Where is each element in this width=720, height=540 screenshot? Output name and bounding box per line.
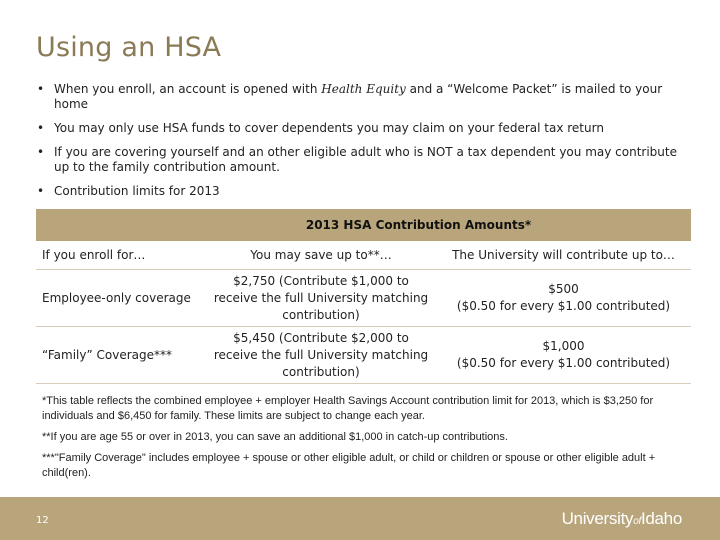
page-number: 12 <box>36 515 49 526</box>
column-header-save: You may save up to**… <box>206 241 436 270</box>
bullet-text-post: and a “Welcome Packet” is mailed to your home <box>54 82 663 111</box>
bullet-text: You may only use HSA funds to cover dependents you may claim on your federal tax return <box>54 121 604 135</box>
column-header-contribute: The University will contribute up to… <box>436 241 691 270</box>
coverage-type: “Family” Coverage*** <box>36 327 206 384</box>
contribution-amount: $500 <box>548 282 579 296</box>
bullet-text: When you enroll, an account is opened with <box>54 82 322 96</box>
save-amount: $5,450 (Contribute $2,000 to receive the full University matching contribution) <box>206 327 436 384</box>
logo-text-idaho: Idaho <box>640 509 682 528</box>
bullet-item <box>36 184 686 199</box>
coverage-type: Employee-only coverage <box>36 270 206 327</box>
page-title: Using an HSA <box>36 32 222 63</box>
table-header-row <box>36 241 691 270</box>
contribution-amount: $1,000 <box>542 339 585 353</box>
bullet-item <box>36 121 686 136</box>
column-header-enroll: If you enroll for… <box>36 241 206 270</box>
footer-bar <box>0 497 720 540</box>
university-logo <box>562 509 682 529</box>
bullet-glyph: • <box>37 121 45 135</box>
footnote-2: **If you are age 55 or over in 2013, you can save an additional $1,000 in catch-up contributions. <box>42 431 508 443</box>
bullet-list <box>36 82 686 208</box>
table-row <box>36 270 691 327</box>
logo-text-of: of <box>633 516 641 527</box>
bullet-item <box>36 145 686 175</box>
contribution-detail: ($0.50 for every $1.00 contributed) <box>456 299 671 313</box>
bullet-text: Contribution limits for 2013 <box>54 184 220 198</box>
bullet-glyph: • <box>37 82 45 96</box>
table-title: 2013 HSA Contribution Amounts* <box>36 209 691 241</box>
save-amount: $2,750 (Contribute $1,000 to receive the full University matching contribution) <box>206 270 436 327</box>
footnote-1: *This table reflects the combined employee + employer Health Savings Account contribution limit for 2013, which is $3,250 for individuals and $6,450 for family. These limits are subject to change each year. <box>42 395 654 422</box>
logo-text-university: University <box>561 509 634 528</box>
bullet-glyph: • <box>37 145 45 159</box>
bullet-glyph: • <box>37 184 45 198</box>
footnotes <box>42 394 682 487</box>
table-row <box>36 327 691 384</box>
university-contribution <box>436 327 691 384</box>
contribution-table <box>36 209 691 384</box>
university-contribution <box>436 270 691 327</box>
bullet-item <box>36 82 686 112</box>
bullet-emphasis: Health Equity <box>321 82 406 96</box>
footnote-3: ***"Family Coverage" includes employee + spouse or other eligible adult, or child or children or spouse or other eligible adult + child(ren). <box>42 452 656 479</box>
bullet-text: If you are covering yourself and an other eligible adult who is NOT a tax dependent you may contribute up to the family contribution amount. <box>54 145 677 174</box>
contribution-detail: ($0.50 for every $1.00 contributed) <box>456 356 671 370</box>
